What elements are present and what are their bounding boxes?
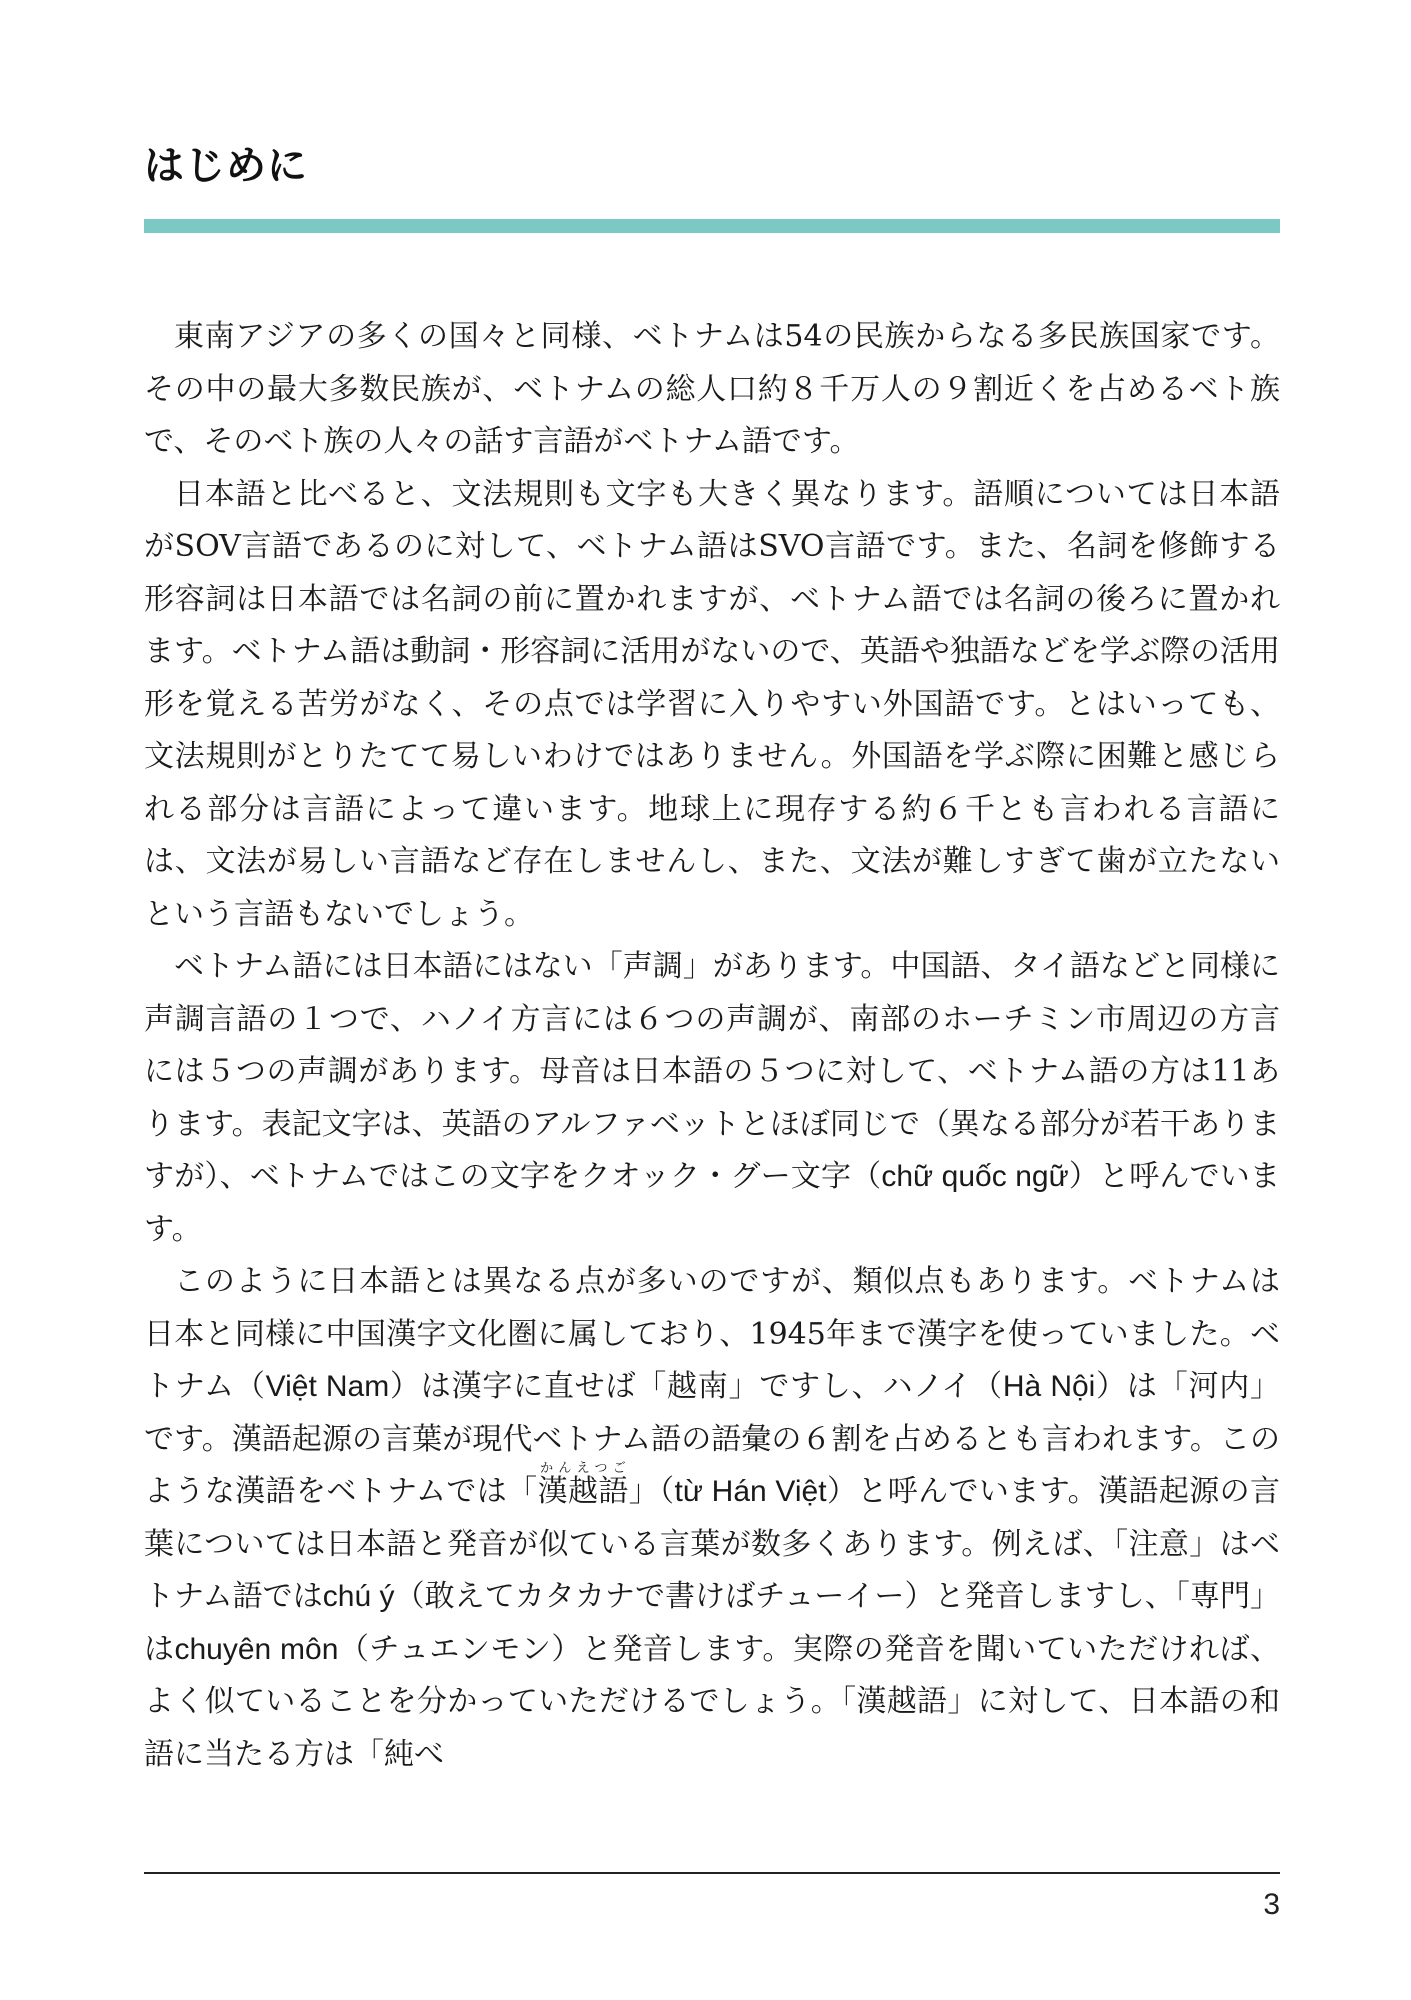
paragraph-4-text-3: ）は「河内」です。漢語起源の言葉が現代ベトナム語の語彙の６割を占めるとも言われます。このような漢語をベトナムでは「 <box>144 1369 1281 1509</box>
vietnamese-term-ha-noi: Hà Nội <box>1002 1370 1096 1403</box>
paragraph-3 <box>144 941 1280 1256</box>
ruby-base: 漢越語 <box>537 1474 629 1509</box>
paragraph-4-text-6: （敢えてカタカナで書けばチューイー）と発音しますし、「専門」は <box>144 1579 1280 1667</box>
title-underline-bar <box>144 219 1280 233</box>
vietnamese-term-chu-quoc-ngu: chữ quốc ngữ <box>881 1160 1069 1193</box>
paragraph-1: 東南アジアの多くの国々と同様、ベトナムは54の民族からなる多民族国家です。その中の最大多数民族が、ベトナムの総人口約８千万人の９割近くを占めるベト族で、そのベト族の人々の話す言語がベトナム語です。 <box>144 319 1280 459</box>
page-title: はじめに <box>144 143 308 189</box>
paragraph-4-text-1: このように日本語とは異なる点が多いのですが、類似点もあります。ベトナムは日本と同様に中国漢字文化圏に属しており、1945年まで漢字を使っていました。ベトナム（ <box>144 1264 1280 1404</box>
paragraph-3-text-2: ）と呼んでいます。 <box>144 1159 1280 1247</box>
paragraph-2: 日本語と比べると、文法規則も文字も大きく異なります。語順については日本語がSOV言語であるのに対して、ベトナム語はSVO言語です。また、名詞を修飾する形容詞は日本語では名詞の前に置かれますが、ベトナム語では名詞の後ろに置かれます。ベトナム語は動詞・形容詞に活用がないので、英語や独語などを学ぶ際の活用形を覚える苦労がなく、その点では学習に入りやすい外国語です。とはいっても、文法規則がとりたてて易しいわけではありません。外国語を学ぶ際に困難と感じられる部分は言語によって違います。地球上に現存する約６千とも言われる言語には、文法が易しい言語など存在しませんし、また、文法が難しすぎて歯が立たないという言語もないでしょう。 <box>144 476 1280 932</box>
ruby-reading: かんえつご <box>537 1461 629 1476</box>
paragraph-4-text-2: ）は漢字に直せば「越南」ですし、ハノイ（ <box>389 1369 1003 1404</box>
vietnamese-term-chu-y: chú ý <box>322 1580 395 1613</box>
paragraph-4 <box>144 1256 1280 1781</box>
page-number: 3 <box>1263 1888 1280 1921</box>
paragraph-4-text-5: ）と呼んでいます。漢語起源の言葉については日本語と発音が似ている言葉が数多くあります。例えば、「注意」はベトナム語では <box>144 1474 1281 1614</box>
body-text <box>144 311 1280 1781</box>
footer-divider <box>144 1872 1280 1874</box>
vietnamese-term-viet-nam: Việt Nam <box>265 1370 390 1403</box>
vietnamese-term-chuyen-mon: chuyên môn <box>174 1632 339 1666</box>
paragraph-4-text-4: 」（ <box>628 1474 675 1509</box>
ruby-kanetsugo <box>537 1461 629 1509</box>
vietnamese-term-tu-han-viet: từ Hán Việt <box>674 1475 827 1508</box>
paragraph-4-text-7: （チュエンモン）と発音します。実際の発音を聞いていただければ、よく似ていることを分かっていただけるでしょう。「漢越語」に対して、日本語の和語に当たる方は「純べ <box>144 1631 1281 1772</box>
paragraph-3-text-1: ベトナム語には日本語にはない「声調」があります。中国語、タイ語などと同様に声調言語の１つで、ハノイ方言には６つの声調が、南部のホーチミン市周辺の方言には５つの声調があります。母音は日本語の５つに対して、ベトナム語の方は11あります。表記文字は、英語のアルファベットとほぼ同じで（異なる部分が若干ありますが）、ベトナムではこの文字をクオック・グー文字（ <box>144 949 1280 1194</box>
